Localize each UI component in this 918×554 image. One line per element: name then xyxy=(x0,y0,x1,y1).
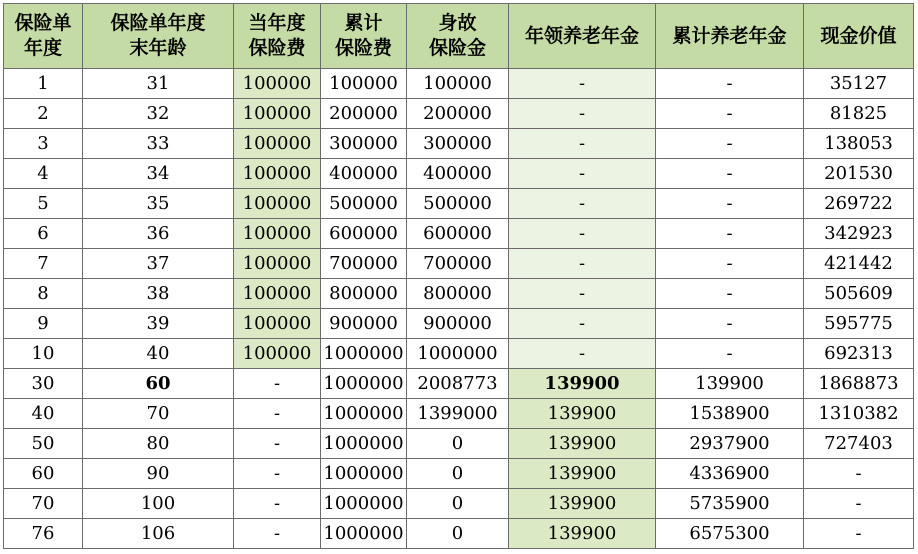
cell-annual-premium: 100000 xyxy=(234,99,321,129)
cell-end-of-year-age: 37 xyxy=(83,249,234,279)
cell-death-benefit: 0 xyxy=(407,459,509,489)
cell-policy-year: 76 xyxy=(4,519,83,549)
cell-cash-value: 1868873 xyxy=(804,369,914,399)
cell-annual-premium: 100000 xyxy=(234,249,321,279)
cell-annual-pension: - xyxy=(509,339,656,369)
cell-cash-value: 138053 xyxy=(804,129,914,159)
cell-death-benefit: 0 xyxy=(407,489,509,519)
cell-annual-pension: 139900 xyxy=(509,459,656,489)
cell-cash-value: 692313 xyxy=(804,339,914,369)
cell-annual-pension: - xyxy=(509,309,656,339)
table-row xyxy=(4,459,914,489)
cell-annual-premium: - xyxy=(234,399,321,429)
cell-cumulative-premium: 300000 xyxy=(321,129,407,159)
cell-end-of-year-age: 106 xyxy=(83,519,234,549)
header-line: 保险金 xyxy=(428,37,486,59)
cell-cash-value: 727403 xyxy=(804,429,914,459)
cell-annual-pension: - xyxy=(509,69,656,99)
cell-cumulative-premium: 1000000 xyxy=(321,459,407,489)
cell-cumulative-premium: 400000 xyxy=(321,159,407,189)
cell-policy-year: 6 xyxy=(4,219,83,249)
cell-annual-pension: - xyxy=(509,279,656,309)
cell-annual-pension: - xyxy=(509,249,656,279)
header-line: 末年龄 xyxy=(129,37,187,59)
header-cumulative-pension xyxy=(656,4,804,69)
header-annual-premium xyxy=(234,4,321,69)
cell-annual-pension: - xyxy=(509,129,656,159)
header-line: 当年度 xyxy=(248,12,306,34)
cell-cumulative-premium: 1000000 xyxy=(321,429,407,459)
cell-end-of-year-age: 90 xyxy=(83,459,234,489)
cell-policy-year: 3 xyxy=(4,129,83,159)
cell-annual-premium: - xyxy=(234,519,321,549)
header-line: 年领养老年金 xyxy=(524,24,639,47)
cell-cumulative-premium: 1000000 xyxy=(321,339,407,369)
cell-end-of-year-age: 80 xyxy=(83,429,234,459)
cell-cumulative-pension: 2937900 xyxy=(656,429,804,459)
cell-policy-year: 5 xyxy=(4,189,83,219)
header-line: 累计养老年金 xyxy=(672,24,787,47)
cell-cumulative-premium: 1000000 xyxy=(321,369,407,399)
cell-annual-premium: 100000 xyxy=(234,279,321,309)
cell-cumulative-pension: - xyxy=(656,69,804,99)
cell-annual-premium: - xyxy=(234,429,321,459)
cell-annual-pension: 139900 xyxy=(509,489,656,519)
cell-annual-premium: 100000 xyxy=(234,159,321,189)
cell-cumulative-premium: 100000 xyxy=(321,69,407,99)
cell-cash-value: 201530 xyxy=(804,159,914,189)
cell-policy-year: 10 xyxy=(4,339,83,369)
cell-death-benefit: 200000 xyxy=(407,99,509,129)
cell-cumulative-pension: 5735900 xyxy=(656,489,804,519)
cell-death-benefit: 1399000 xyxy=(407,399,509,429)
cell-death-benefit: 900000 xyxy=(407,309,509,339)
cell-cumulative-pension: - xyxy=(656,249,804,279)
cell-policy-year: 7 xyxy=(4,249,83,279)
header-line: 保险费 xyxy=(248,37,306,59)
header-line: 保险费 xyxy=(334,37,392,59)
cell-end-of-year-age: 60 xyxy=(83,369,234,399)
cell-cumulative-premium: 700000 xyxy=(321,249,407,279)
cell-end-of-year-age: 100 xyxy=(83,489,234,519)
cell-death-benefit: 700000 xyxy=(407,249,509,279)
cell-annual-pension: 139900 xyxy=(509,429,656,459)
header-death-benefit xyxy=(407,4,509,69)
table-header xyxy=(4,4,914,69)
cell-annual-premium: 100000 xyxy=(234,219,321,249)
cell-annual-pension: - xyxy=(509,99,656,129)
cell-annual-premium: 100000 xyxy=(234,339,321,369)
cell-policy-year: 1 xyxy=(4,69,83,99)
cell-death-benefit: 600000 xyxy=(407,219,509,249)
cell-death-benefit: 300000 xyxy=(407,129,509,159)
cell-cash-value: 269722 xyxy=(804,189,914,219)
cell-cumulative-pension: 139900 xyxy=(656,369,804,399)
header-end-of-year-age xyxy=(83,4,234,69)
cell-cumulative-pension: - xyxy=(656,99,804,129)
cell-death-benefit: 800000 xyxy=(407,279,509,309)
table-row xyxy=(4,219,914,249)
cell-annual-premium: - xyxy=(234,369,321,399)
cell-policy-year: 50 xyxy=(4,429,83,459)
cell-cumulative-pension: - xyxy=(656,159,804,189)
table-row xyxy=(4,309,914,339)
cell-cumulative-pension: 6575300 xyxy=(656,519,804,549)
table-row xyxy=(4,399,914,429)
cell-policy-year: 2 xyxy=(4,99,83,129)
table-row xyxy=(4,279,914,309)
cell-cash-value: 81825 xyxy=(804,99,914,129)
cell-cumulative-pension: - xyxy=(656,309,804,339)
cell-end-of-year-age: 70 xyxy=(83,399,234,429)
cell-policy-year: 30 xyxy=(4,369,83,399)
cell-cash-value: 1310382 xyxy=(804,399,914,429)
table-row xyxy=(4,159,914,189)
cell-cumulative-premium: 1000000 xyxy=(321,399,407,429)
cell-annual-pension: 139900 xyxy=(509,399,656,429)
cell-annual-pension: 139900 xyxy=(509,369,656,399)
table-row xyxy=(4,189,914,219)
cell-cumulative-premium: 900000 xyxy=(321,309,407,339)
cell-policy-year: 9 xyxy=(4,309,83,339)
header-line: 累计 xyxy=(344,12,383,34)
header-line: 保险单 xyxy=(14,12,72,34)
cell-cumulative-pension: - xyxy=(656,219,804,249)
cell-end-of-year-age: 32 xyxy=(83,99,234,129)
cell-death-benefit: 100000 xyxy=(407,69,509,99)
cell-annual-pension: - xyxy=(509,189,656,219)
cell-end-of-year-age: 35 xyxy=(83,189,234,219)
cell-annual-premium: - xyxy=(234,489,321,519)
cell-cumulative-premium: 1000000 xyxy=(321,489,407,519)
table-row xyxy=(4,429,914,459)
cell-policy-year: 40 xyxy=(4,399,83,429)
cell-end-of-year-age: 39 xyxy=(83,309,234,339)
table-body xyxy=(4,69,914,549)
cell-end-of-year-age: 36 xyxy=(83,219,234,249)
table-row xyxy=(4,129,914,159)
cell-annual-premium: 100000 xyxy=(234,309,321,339)
cell-annual-pension: - xyxy=(509,219,656,249)
cell-cumulative-pension: 4336900 xyxy=(656,459,804,489)
cell-cumulative-premium: 500000 xyxy=(321,189,407,219)
cell-death-benefit: 500000 xyxy=(407,189,509,219)
cell-death-benefit: 0 xyxy=(407,519,509,549)
cell-cumulative-premium: 200000 xyxy=(321,99,407,129)
cell-death-benefit: 0 xyxy=(407,429,509,459)
cell-cumulative-premium: 1000000 xyxy=(321,519,407,549)
insurance-benefit-table xyxy=(3,3,914,549)
table-row xyxy=(4,69,914,99)
cell-policy-year: 60 xyxy=(4,459,83,489)
cell-cash-value: 35127 xyxy=(804,69,914,99)
cell-cash-value: - xyxy=(804,519,914,549)
cell-annual-premium: - xyxy=(234,459,321,489)
cell-death-benefit: 400000 xyxy=(407,159,509,189)
cell-annual-premium: 100000 xyxy=(234,189,321,219)
cell-end-of-year-age: 33 xyxy=(83,129,234,159)
cell-end-of-year-age: 40 xyxy=(83,339,234,369)
cell-annual-premium: 100000 xyxy=(234,69,321,99)
table-row xyxy=(4,249,914,279)
cell-policy-year: 70 xyxy=(4,489,83,519)
table-row xyxy=(4,99,914,129)
header-policy-year xyxy=(4,4,83,69)
cell-cumulative-pension: - xyxy=(656,189,804,219)
table-row xyxy=(4,369,914,399)
cell-policy-year: 4 xyxy=(4,159,83,189)
header-row xyxy=(4,4,914,69)
table-row xyxy=(4,489,914,519)
header-line: 身故 xyxy=(438,12,477,34)
cell-annual-premium: 100000 xyxy=(234,129,321,159)
header-cash-value xyxy=(804,4,914,69)
cell-annual-pension: 139900 xyxy=(509,519,656,549)
cell-cash-value: 595775 xyxy=(804,309,914,339)
cell-cash-value: - xyxy=(804,489,914,519)
header-cumulative-premium xyxy=(321,4,407,69)
table-row xyxy=(4,519,914,549)
cell-cumulative-pension: - xyxy=(656,279,804,309)
cell-cumulative-pension: - xyxy=(656,129,804,159)
cell-cumulative-premium: 600000 xyxy=(321,219,407,249)
header-line: 保险单年度 xyxy=(110,12,206,34)
cell-cash-value: 342923 xyxy=(804,219,914,249)
table-row xyxy=(4,339,914,369)
cell-cash-value: 505609 xyxy=(804,279,914,309)
header-line: 现金价值 xyxy=(820,24,897,47)
header-line: 年度 xyxy=(23,37,62,59)
cell-cash-value: - xyxy=(804,459,914,489)
cell-policy-year: 8 xyxy=(4,279,83,309)
cell-end-of-year-age: 34 xyxy=(83,159,234,189)
cell-cumulative-pension: 1538900 xyxy=(656,399,804,429)
cell-cash-value: 421442 xyxy=(804,249,914,279)
cell-cumulative-pension: - xyxy=(656,339,804,369)
cell-end-of-year-age: 38 xyxy=(83,279,234,309)
cell-death-benefit: 1000000 xyxy=(407,339,509,369)
cell-cumulative-premium: 800000 xyxy=(321,279,407,309)
header-annual-pension xyxy=(509,4,656,69)
cell-end-of-year-age: 31 xyxy=(83,69,234,99)
cell-death-benefit: 2008773 xyxy=(407,369,509,399)
cell-annual-pension: - xyxy=(509,159,656,189)
